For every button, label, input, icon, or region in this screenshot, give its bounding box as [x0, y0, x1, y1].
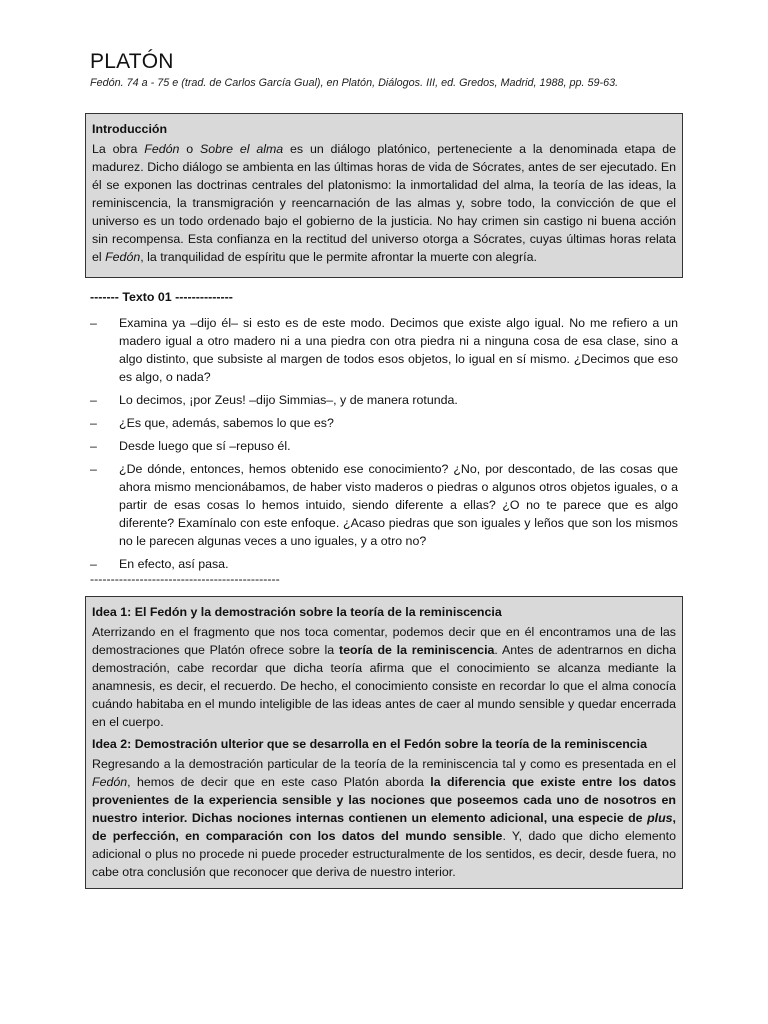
idea2-text-1: Regresando a la demostración particular de la teoría de la reminiscencia tal y como es presentada en el	[92, 757, 676, 771]
dialogue-line	[90, 555, 678, 573]
idea2-text-3: . Y, dado que dicho elemento adicional o plus no procede ni puede proceder estructuralmente de los sentidos, es decir, desde fuera, no cabe otra conclusión que reconocer que deriva de nuestro interior.	[92, 829, 676, 879]
dialogue-line-text: ¿De dónde, entonces, hemos obtenido ese conocimiento? ¿No, por descontado, de las cosas que ahora mismo mencionábamos, de haber visto maderos o piedras o algunos otros objetos iguales, o a partir de esas cosas lo hemos intuido, siendo diferente a ellas? ¿O no te parece que es algo diferente? Examínalo con este enfoque. ¿Acaso piedras que son iguales y leños que son los mismos no le parecen algunas veces a uno iguales, y a otro no?	[119, 462, 678, 548]
intro-alt-title: Sobre el alma	[199, 142, 284, 156]
intro-text-1: La obra	[92, 142, 145, 156]
intro-work-title-2: Fedón	[105, 250, 141, 264]
idea2-bold-1: la diferencia que existe entre los datos provenientes de la experiencia sensible y las nociones que poseemos cada uno de nosotros en nuestro interior. Dichas nociones internas contienen un elemento adicional, una especie de	[92, 775, 676, 825]
introduction-paragraph	[92, 140, 676, 266]
ideas-box	[85, 596, 683, 889]
dialogue-line-text: Examina ya –dijo él– si esto es de este modo. Decimos que existe algo igual. No me refiero a un madero igual a otro madero ni a una piedra con otra piedra ni a ninguna cosa de esa clase, sino a algo distinto, que subsiste al margen de todos esos objetos, lo igual en sí mismo. ¿Decimos que eso es algo, o nada?	[119, 316, 678, 384]
intro-work-title: Fedón	[144, 142, 180, 156]
dash: –	[90, 393, 97, 407]
dialogue-line	[90, 314, 678, 386]
dialogue-line-text: En efecto, así pasa.	[119, 557, 229, 571]
dash: –	[90, 316, 97, 330]
dash: –	[90, 439, 97, 453]
intro-text-2: o	[179, 142, 200, 156]
dialogue-line	[90, 391, 678, 409]
page-title: PLATÓN	[90, 50, 174, 73]
dash: –	[90, 462, 97, 476]
introduction-heading: Introducción	[92, 122, 168, 136]
text-end-marker: ----------------------------------------------	[90, 572, 280, 586]
dash: –	[90, 557, 97, 571]
idea1-bold: teoría de la reminiscencia	[338, 643, 495, 657]
idea-2-paragraph	[92, 755, 676, 881]
idea2-text-2: , hemos de decir que en este caso Platón aborda	[127, 775, 431, 789]
citation: Fedón. 74 a - 75 e (trad. de Carlos García Gual), en Platón, Diálogos. III, ed. Gredos, Madrid, 1988, pp. 59-63.	[90, 77, 619, 89]
text-marker: ------- Texto 01 --------------	[90, 290, 233, 304]
dialogue-line	[90, 460, 678, 550]
introduction-box	[85, 113, 683, 278]
idea2-work-title: Fedón	[92, 775, 128, 789]
idea2-bold-italic: plus	[647, 811, 673, 825]
dialogue-line-text: Lo decimos, ¡por Zeus! –dijo Simmias–, y de manera rotunda.	[119, 393, 458, 407]
intro-text-4: , la tranquilidad de espíritu que le permite afrontar la muerte con alegría.	[140, 250, 537, 264]
idea-2-heading: Idea 2: Demostración ulterior que se desarrolla en el Fedón sobre la teoría de la reminiscencia	[92, 737, 648, 751]
idea-1-paragraph	[92, 623, 676, 731]
dialogue-line-text: Desde luego que sí –repuso él.	[119, 439, 291, 453]
dialogue-line	[90, 437, 678, 455]
idea1-text-2: . Antes de adentrarnos en dicha demostración, cabe recordar que dicha teoría afirma que el conocimiento se alcanza mediante la anamnesis, es decir, el recuerdo. De hecho, el conocimiento consiste en recordar lo que el alma conocía cuándo habitaba en el mundo inteligible de las ideas antes de caer al mundo sensible y quedar encerrada en el cuerpo.	[92, 643, 676, 729]
idea2-bold-2: , de perfección, en comparación con los datos del mundo sensible	[92, 811, 676, 843]
dialogue-line-text: ¿Es que, además, sabemos lo que es?	[119, 416, 334, 430]
dash: –	[90, 416, 97, 430]
dialogue-line	[90, 414, 678, 432]
idea-1-heading: Idea 1: El Fedón y la demostración sobre la teoría de la reminiscencia	[92, 605, 502, 619]
dialogue-text	[90, 314, 678, 578]
idea1-text-1: Aterrizando en el fragmento que nos toca comentar, podemos decir que en él encontramos una de las demostraciones que Platón ofrece sobre la	[92, 625, 676, 657]
intro-text-3: es un diálogo platónico, perteneciente a la denominada etapa de madurez. Dicho diálogo se ambienta en las últimas horas de vida de Sócrates, antes de ser ejecutado. En él se exponen las doctrinas centrales del platonismo: la inmortalidad del alma, la teoría de las ideas, la reminiscencia, la transmigración y reencarnación de las almas y, sobre todo, la convicción de que el universo es un todo ordenado bajo el gobierno de la justicia. No hay crimen sin castigo ni buena acción sin recompensa. Esta confianza en la rectitud del universo otorga a Sócrates, cuyas últimas horas relata el	[92, 142, 676, 264]
